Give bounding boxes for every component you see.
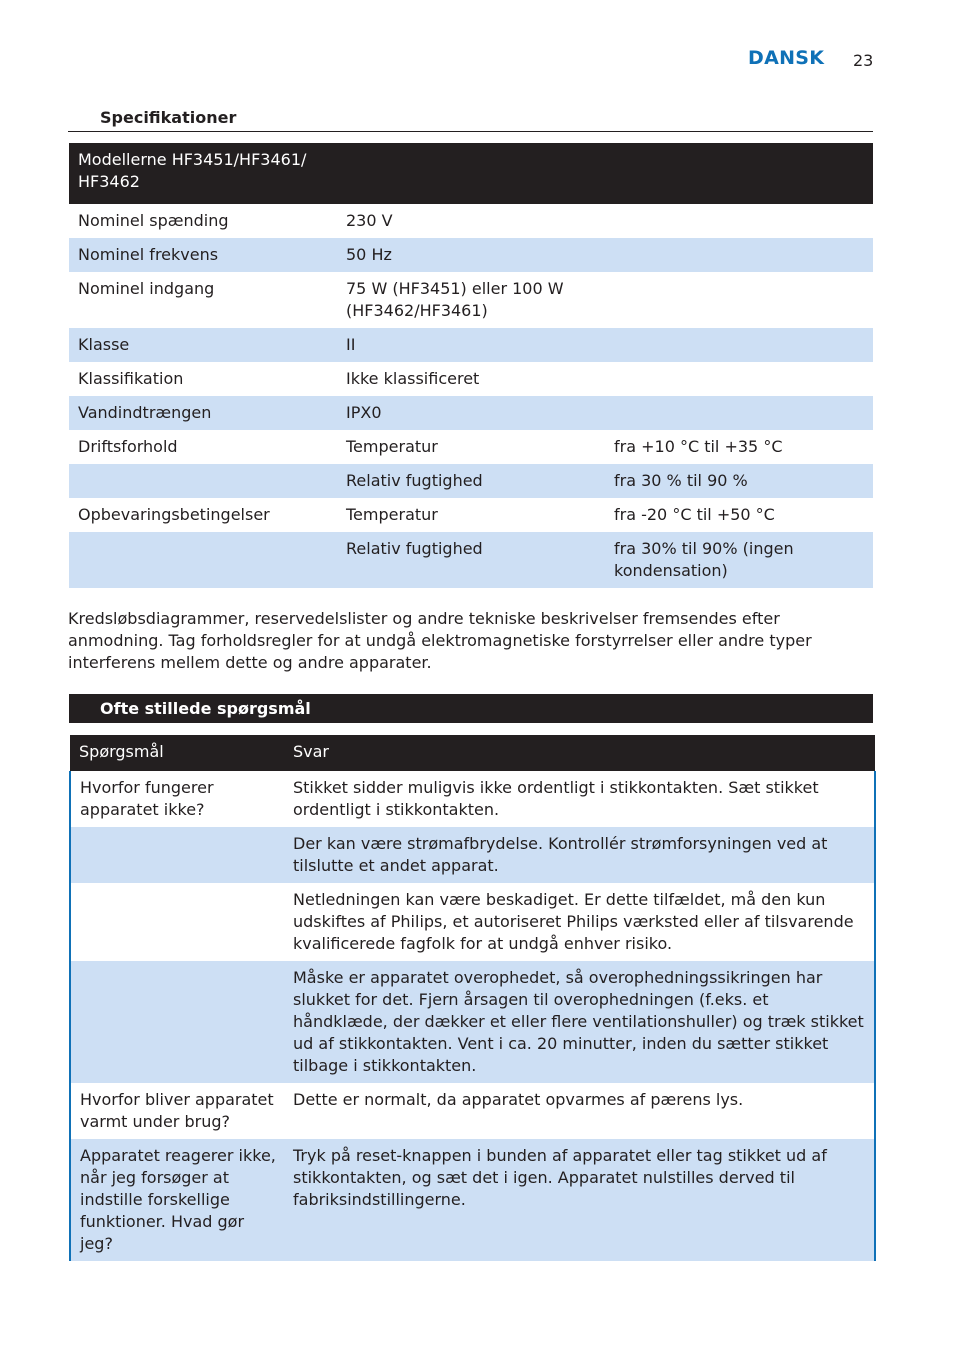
spec-label: Nominel spænding	[78, 211, 229, 230]
model-heading: Modellerne HF3451/HF3461/ HF3462	[69, 143, 337, 204]
spec-value: II	[337, 328, 873, 362]
spec-value: Relativ fugtighed	[337, 464, 605, 498]
spec-label	[69, 464, 337, 498]
table-row	[69, 328, 873, 362]
spec-label: Nominel indgang	[78, 279, 215, 298]
spec-value: Ikke klassificeret	[346, 369, 480, 388]
spec-label: Opbevaringsbetingelser	[78, 505, 270, 524]
faq-section-header	[69, 694, 873, 723]
faq-table-header	[70, 735, 875, 771]
spec-label	[69, 532, 337, 588]
table-row	[69, 362, 873, 396]
spec-label: Klasse	[69, 328, 337, 362]
table-row	[69, 204, 873, 238]
table-row	[70, 771, 875, 827]
column-header-question: Spørgsmål	[70, 735, 284, 771]
page-number: 23	[853, 51, 874, 70]
section-divider	[68, 131, 873, 132]
table-row	[70, 1139, 875, 1261]
spec-value: Relativ fugtighed	[337, 532, 605, 588]
specs-table	[69, 143, 873, 588]
spec-label: Nominel frekvens	[69, 238, 337, 272]
spec-extra: fra -20 °C til +50 °C	[614, 505, 775, 524]
language-label: DANSK	[748, 47, 825, 69]
table-row	[69, 272, 873, 328]
specs-table-header	[69, 143, 873, 204]
faq-answer: Stikket sidder muligvis ikke ordentligt i stikkontakten. Sæt stikket ordentligt i stikkontakten.	[284, 771, 875, 827]
spec-extra: fra +10 °C til +35 °C	[614, 437, 783, 456]
spec-extra: fra 30% til 90% (ingen kondensation)	[605, 532, 873, 588]
faq-question: Apparatet reagerer ikke, når jeg forsøger at indstille forskellige funktioner. Hvad gør jeg?	[70, 1139, 284, 1261]
table-row	[69, 532, 873, 588]
spec-value: 230 V	[346, 211, 393, 230]
table-row	[69, 430, 873, 464]
faq-question	[70, 883, 284, 961]
specs-note: Kredsløbsdiagrammer, reservedelslister og andre tekniske beskrivelser fremsendes efter anmodning. Tag forholdsregler for at undgå elektromagnetiske forstyrrelser eller andre typer interferens mellem dette og andre apparater.	[68, 609, 812, 672]
spec-value: IPX0	[337, 396, 873, 430]
table-row	[69, 238, 873, 272]
faq-answer: Tryk på reset-knappen i bunden af apparatet eller tag stikket ud af stikkontakten, og sæt det i igen. Apparatet nulstilles derved til fabriksindstillingerne.	[284, 1139, 875, 1261]
spec-label: Vandindtrængen	[69, 396, 337, 430]
faq-section-title: Ofte stillede spørgsmål	[100, 699, 311, 718]
spec-label: Driftsforhold	[78, 437, 178, 456]
table-row	[69, 464, 873, 498]
table-row	[69, 396, 873, 430]
faq-question: Hvorfor bliver apparatet varmt under brug?	[70, 1083, 284, 1139]
table-row	[70, 883, 875, 961]
faq-question	[70, 827, 284, 883]
faq-answer: Måske er apparatet overophedet, så overophedningssikringen har slukket for det. Fjern årsagen til overophedningen (f.eks. et håndklæde, der dækker et eller flere ventilationshuller) og træk stikket ud af stikkontakten. Vent i ca. 20 minutter, inden du sætter stikket tilbage i stikkontakten.	[284, 961, 875, 1083]
faq-question	[70, 961, 284, 1083]
spec-extra: fra 30 % til 90 %	[605, 464, 873, 498]
table-row	[69, 498, 873, 532]
faq-answer: Netledningen kan være beskadiget. Er dette tilfældet, må den kun udskiftes af Philips, et autoriseret Philips værksted eller af tilsvarende kvalificerede fagfolk for at undgå enhver risiko.	[284, 883, 875, 961]
faq-question: Hvorfor fungerer apparatet ikke?	[70, 771, 284, 827]
table-row	[70, 827, 875, 883]
table-row	[70, 961, 875, 1083]
column-header-answer: Svar	[284, 735, 875, 771]
spec-extra	[605, 272, 873, 328]
specs-section-title: Specifikationer	[100, 108, 237, 127]
faq-answer: Der kan være strømafbrydelse. Kontrollér strømforsyningen ved at tilslutte et andet apparat.	[284, 827, 875, 883]
faq-table	[69, 735, 876, 1261]
faq-answer: Dette er normalt, da apparatet opvarmes af pærens lys.	[284, 1083, 875, 1139]
spec-value: 50 Hz	[337, 238, 873, 272]
table-row	[70, 1083, 875, 1139]
spec-value: 75 W (HF3451) eller 100 W (HF3462/HF3461)	[346, 279, 564, 320]
spec-label: Klassifikation	[78, 369, 184, 388]
spec-value: Temperatur	[346, 505, 438, 524]
spec-value: Temperatur	[346, 437, 438, 456]
